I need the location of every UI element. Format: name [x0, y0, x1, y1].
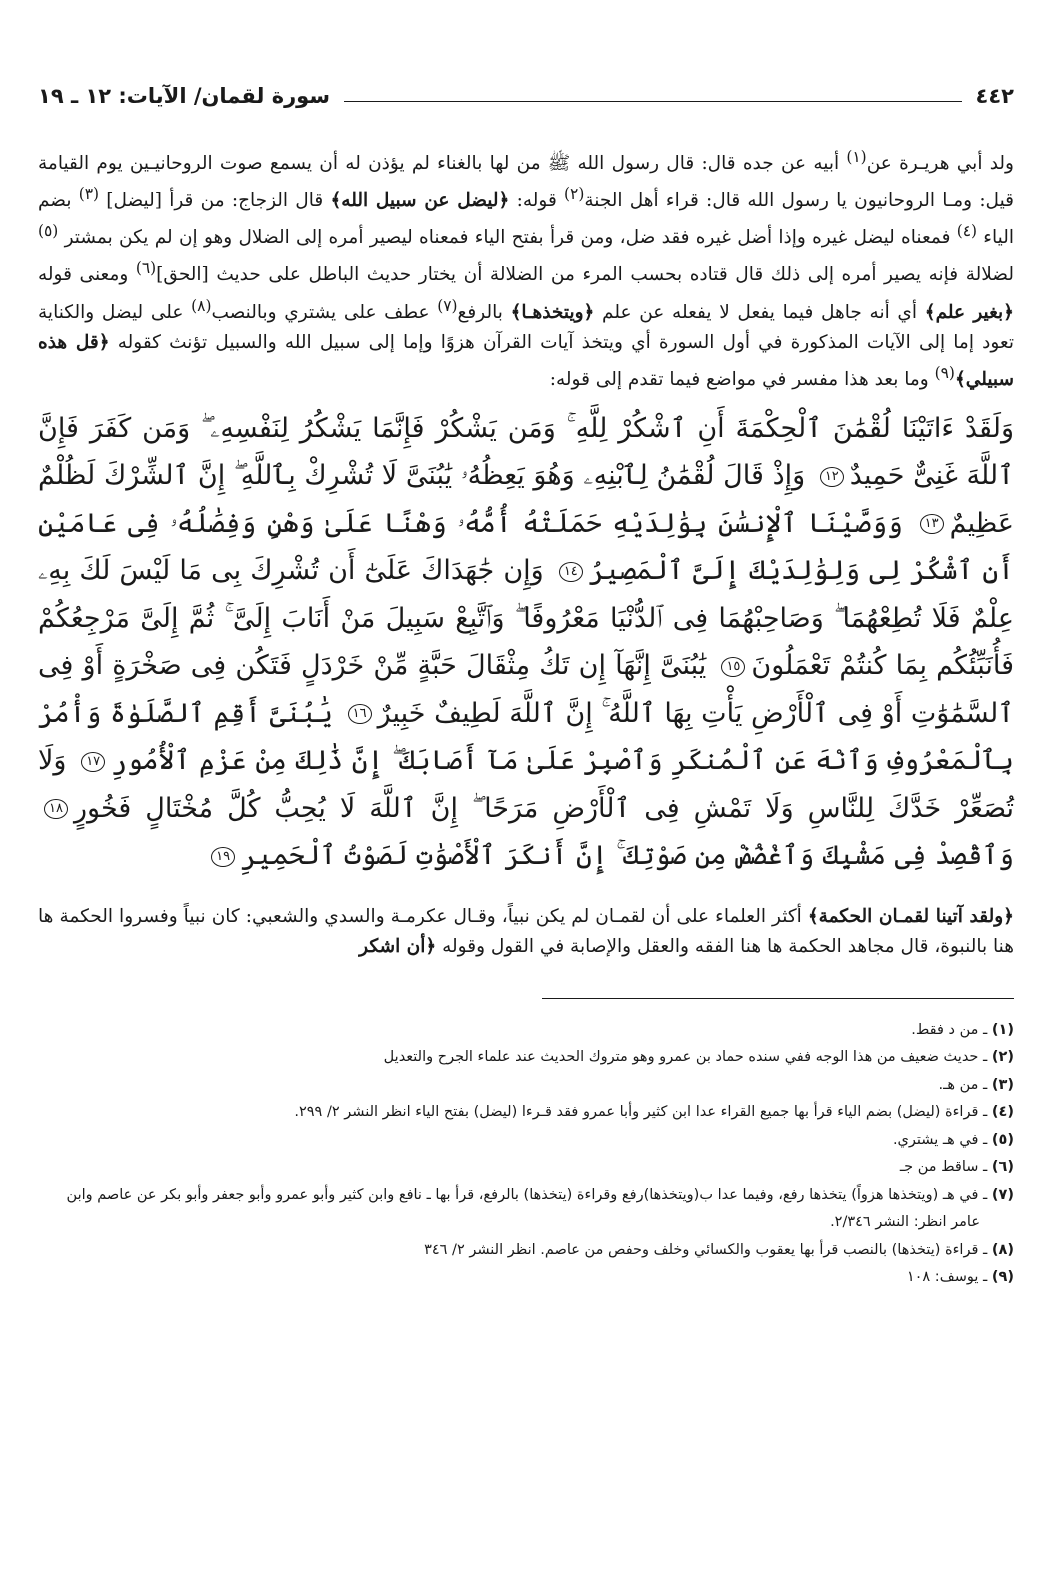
- footnote-number: (٩): [991, 1269, 1014, 1286]
- footnote: [38, 1182, 1014, 1237]
- footnote-number: (٢): [991, 1049, 1014, 1066]
- footnote-number: (٤): [991, 1104, 1014, 1121]
- text-run: أبيه عن جده قال: قال رسول الله ﷺ من لها بالغناء لم يؤذن له أن يسمع صوت الروحانيـين يوم القيامة قيل: ومـا الروحانيون يا رسول الله قال: قراء أهل الجنة: [38, 153, 1014, 212]
- footnote-text: ـ ساقط من جـ: [899, 1159, 992, 1176]
- footnote-text: ـ حديث ضعيف من هذا الوجه ففي سنده حماد بن عمرو وهو متروك الحديث عند علماء الجرح والتعديل: [383, 1049, 992, 1066]
- footnote: [38, 1072, 1014, 1100]
- footnote-ref: (٩): [934, 363, 955, 382]
- text-run: فمعناه ليضل غيره وإذا أضل غيره فقد ضل، ومن قرأ بفتح الياء فمعناه ليصير أمره إلى الضلال وهو إن لم يكن بمشتر: [58, 227, 957, 249]
- quran-quote: ﴿أن اشكر: [359, 935, 437, 957]
- verse-end-marker: ١٧: [81, 752, 105, 772]
- running-title: سورة لقمان/ الآيات: ١٢ ـ ١٩: [38, 84, 330, 108]
- footnote-text: ـ من هـ.: [938, 1076, 992, 1093]
- footnote: [38, 1127, 1014, 1155]
- text-run: عطف على يشتري وبالنصب: [211, 301, 438, 323]
- quran-quote: ﴿ويتخذهـا﴾: [510, 301, 595, 323]
- text-run: قوله:: [509, 190, 565, 212]
- footnote-ref: (٢): [564, 185, 585, 204]
- footnote: [38, 1099, 1014, 1127]
- footnote-text: ـ من د فقط.: [911, 1021, 992, 1038]
- footnote-ref: (١): [846, 148, 867, 166]
- text-run: ولد أبي هريـرة عن: [866, 153, 1014, 175]
- verse-text: يَٰبُنَىَّ أَقِمِ ٱلصَّلَوٰةَ وَأْمُرْ بِٱلْمَعْرُوفِ وَٱنْهَ عَنِ ٱلْمُنكَرِ وَٱصْبِرْ عَلَىٰ مَآ أَصَابَكَ ۖ إِنَّ ذَٰلِكَ مِنْ عَزْمِ ٱلْأُمُورِ: [38, 697, 1014, 777]
- verse-end-marker: ١٦: [348, 704, 372, 724]
- footnotes: [38, 1017, 1014, 1292]
- verse-text: وَإِذْ قَالَ لُقْمَٰنُ لِٱبْنِهِۦ وَهُوَ يَعِظُهُۥ يَٰبُنَىَّ لَا تُشْرِكْ بِٱللَّهِ ۖ إِنَّ ٱلشِّرْكَ لَظُلْمٌ عَظِيمٌ: [38, 460, 1014, 539]
- footnote-number: (٧): [991, 1186, 1014, 1203]
- commentary-paragraph: [38, 902, 1014, 962]
- text-run: أي أنه جاهل فيما يفعل لا يفعله عن علم: [594, 301, 925, 323]
- verse-end-marker: ١٥: [721, 657, 745, 677]
- page-number: ٤٤٢: [975, 84, 1014, 108]
- verse-text: وَإِن جَٰهَدَاكَ عَلَىٰٓ أَن تُشْرِكَ بِى مَا لَيْسَ لَكَ بِهِۦ عِلْمٌ فَلَا تُطِعْهُمَا ۖ وَصَاحِبْهُمَا فِى ٱلدُّنْيَا مَعْرُوفًا ۖ وَٱتَّبِعْ سَبِيلَ مَنْ أَنَابَ إِلَىَّ ۚ ثُمَّ إِلَىَّ مَرْجِعُكُمْ فَأُنَبِّئُكُم بِمَا كُنتُمْ تَعْمَلُونَ: [38, 555, 1014, 682]
- footnote-text: ـ في هـ يشتري.: [892, 1131, 992, 1148]
- footnote-text: ـ يوسف: ١٠٨: [906, 1269, 992, 1286]
- verse-text: يَٰبُنَىَّ إِنَّهَآ إِن تَكُ مِثْقَالَ حَبَّةٍ مِّنْ خَرْدَلٍ فَتَكُن فِى صَخْرَةٍ أَوْ فِى ٱلسَّمَٰوَٰتِ أَوْ فِى ٱلْأَرْضِ يَأْتِ بِهَا ٱللَّهُ ۚ إِنَّ ٱللَّهَ لَطِيفٌ خَبِيرٌ: [38, 650, 1014, 729]
- footnote-text: ـ قراءة (يتخذها) بالنصب قرأ بها يعقوب والكسائي وخلف وحفص من عاصم. انظر النشر ٢/ ٣٤٦: [424, 1241, 992, 1258]
- verse-end-marker: ١٨: [44, 799, 68, 819]
- footnote-ref: (٣): [78, 185, 100, 204]
- footnote-ref: (٨): [191, 296, 212, 315]
- footnote-number: (٨): [991, 1241, 1014, 1258]
- footnote-text: ـ في هـ (ويتخذها هزواً) يتخذها رفع، وفيما عدا ب(ويتخذها)رفع وقراءة (يتخذها) بالرفع، قرأ بها ـ نافع وابن كثير وأبو عمرو وأبو جعفر وأبو بكر عن عاصم وابن عامر انظر: النشر ٢/٣٤٦.: [66, 1186, 992, 1231]
- verse-end-marker: ١٩: [211, 847, 235, 867]
- quran-quote: ﴿قل هذه سبيلي﴾: [38, 331, 1014, 390]
- text-run: بضم الياء: [38, 190, 1014, 249]
- commentary-paragraph: [38, 142, 1014, 395]
- text-run: بالرفع: [457, 301, 511, 323]
- commentary-block-2: [38, 902, 1014, 962]
- footnote: [38, 1154, 1014, 1182]
- quran-quote: ﴿ليضل عن سبيل الله﴾: [330, 190, 510, 212]
- page: [38, 78, 1014, 1292]
- footnote: [38, 1237, 1014, 1265]
- quran-quote: ﴿بغير علم﴾: [924, 301, 1015, 323]
- text-run: أكثر العلماء على أن لقمـان لم يكن نبياً، وقـال عكرمـة والسدي والشعبي: كان نبياً وفسروا الحكمة ها هنا بالنبوة، قال مجاهد الحكمة ها هنا الفقه والعقل والإصابة في القول وقوله: [38, 905, 1014, 957]
- quran-verses: [38, 405, 1014, 880]
- footnote-ref: (٤): [956, 222, 978, 241]
- footnote-ref: (٧): [437, 296, 458, 315]
- footnote-number: (٣): [991, 1076, 1014, 1093]
- footnote: [38, 1017, 1014, 1045]
- text-run: قال الزجاج: من قرأ [ليضل]: [99, 190, 331, 212]
- text-run: وما بعد هذا مفسر في مواضع فيما تقدم إلى قوله:: [549, 368, 935, 390]
- footnote: [38, 1044, 1014, 1072]
- quran-quote: ﴿ولقد آتينا لقمـان الحكمة﴾: [807, 905, 1014, 927]
- footnote-ref: (٥): [38, 222, 59, 241]
- footnote-number: (٥): [991, 1131, 1014, 1148]
- verse-end-marker: ١٢: [820, 467, 844, 487]
- footnote-number: (١): [991, 1021, 1014, 1038]
- verse: [205, 840, 1014, 871]
- commentary-block-1: [38, 142, 1014, 395]
- footnote-number: (٦): [991, 1159, 1014, 1176]
- footnote: [38, 1264, 1014, 1292]
- footnote-separator: [542, 998, 1014, 999]
- footnote-text: ـ قراءة (ليضل) بضم الياء قرأ بها جميع القراء عدا ابن كثير وأبا عمرو فقد قـرءا (ليضل) بفتح الياء انظر النشر ٢/ ٢٩٩.: [294, 1104, 992, 1121]
- verse-end-marker: ١٣: [920, 514, 944, 534]
- footnote-ref: (٦): [135, 259, 157, 278]
- text-run: ومعنى قوله: [38, 264, 136, 286]
- verse-text: وَوَصَّيْنَا ٱلْإِنسَٰنَ بِوَٰلِدَيْهِ حَمَلَتْهُ أُمُّهُۥ وَهْنًا عَلَىٰ وَهْنٍ وَفِصَٰلُهُۥ فِى عَامَيْنِ أَنِ ٱشْكُرْ لِى وَلِوَٰلِدَيْكَ إِلَىَّ ٱلْمَصِيرُ: [38, 507, 1014, 587]
- verse-end-marker: ١٤: [559, 562, 583, 582]
- header-rule: [344, 101, 962, 102]
- verse-text: وَٱقْصِدْ فِى مَشْيِكَ وَٱغْضُضْ مِن صَوْتِكَ ۚ إِنَّ أَنكَرَ ٱلْأَصْوَٰتِ لَصَوْتُ ٱلْحَمِيرِ: [241, 840, 1014, 872]
- page-header: [38, 78, 1014, 108]
- text-run: على ليضل والكناية تعود إما إلى الآيات المذكورة في أول السورة أي ويتخذ آيات القرآن هزوًا وإما إلى سبيل الله والسبيل تؤنث كقوله: [38, 301, 1014, 353]
- verse-text: وَلَا تُصَعِّرْ خَدَّكَ لِلنَّاسِ وَلَا تَمْشِ فِى ٱلْأَرْضِ مَرَحًا ۖ إِنَّ ٱللَّهَ لَا يُحِبُّ كُلَّ مُخْتَالٍ فَخُورٍ: [38, 745, 1014, 824]
- verse-text: وَلَقَدْ ءَاتَيْنَا لُقْمَٰنَ ٱلْحِكْمَةَ أَنِ ٱشْكُرْ لِلَّهِ ۚ وَمَن يَشْكُرْ فَإِنَّمَا يَشْكُرُ لِنَفْسِهِۦ ۖ وَمَن كَفَرَ فَإِنَّ ٱللَّهَ غَنِىٌّ حَمِيدٌ: [38, 412, 1014, 492]
- text-run: لضلالة فإنه يصير أمره إلى ذلك قال قتاده بحسب المرء من الضلالة أن يختار حديث الباطل على حديث [الحق]: [156, 264, 1014, 286]
